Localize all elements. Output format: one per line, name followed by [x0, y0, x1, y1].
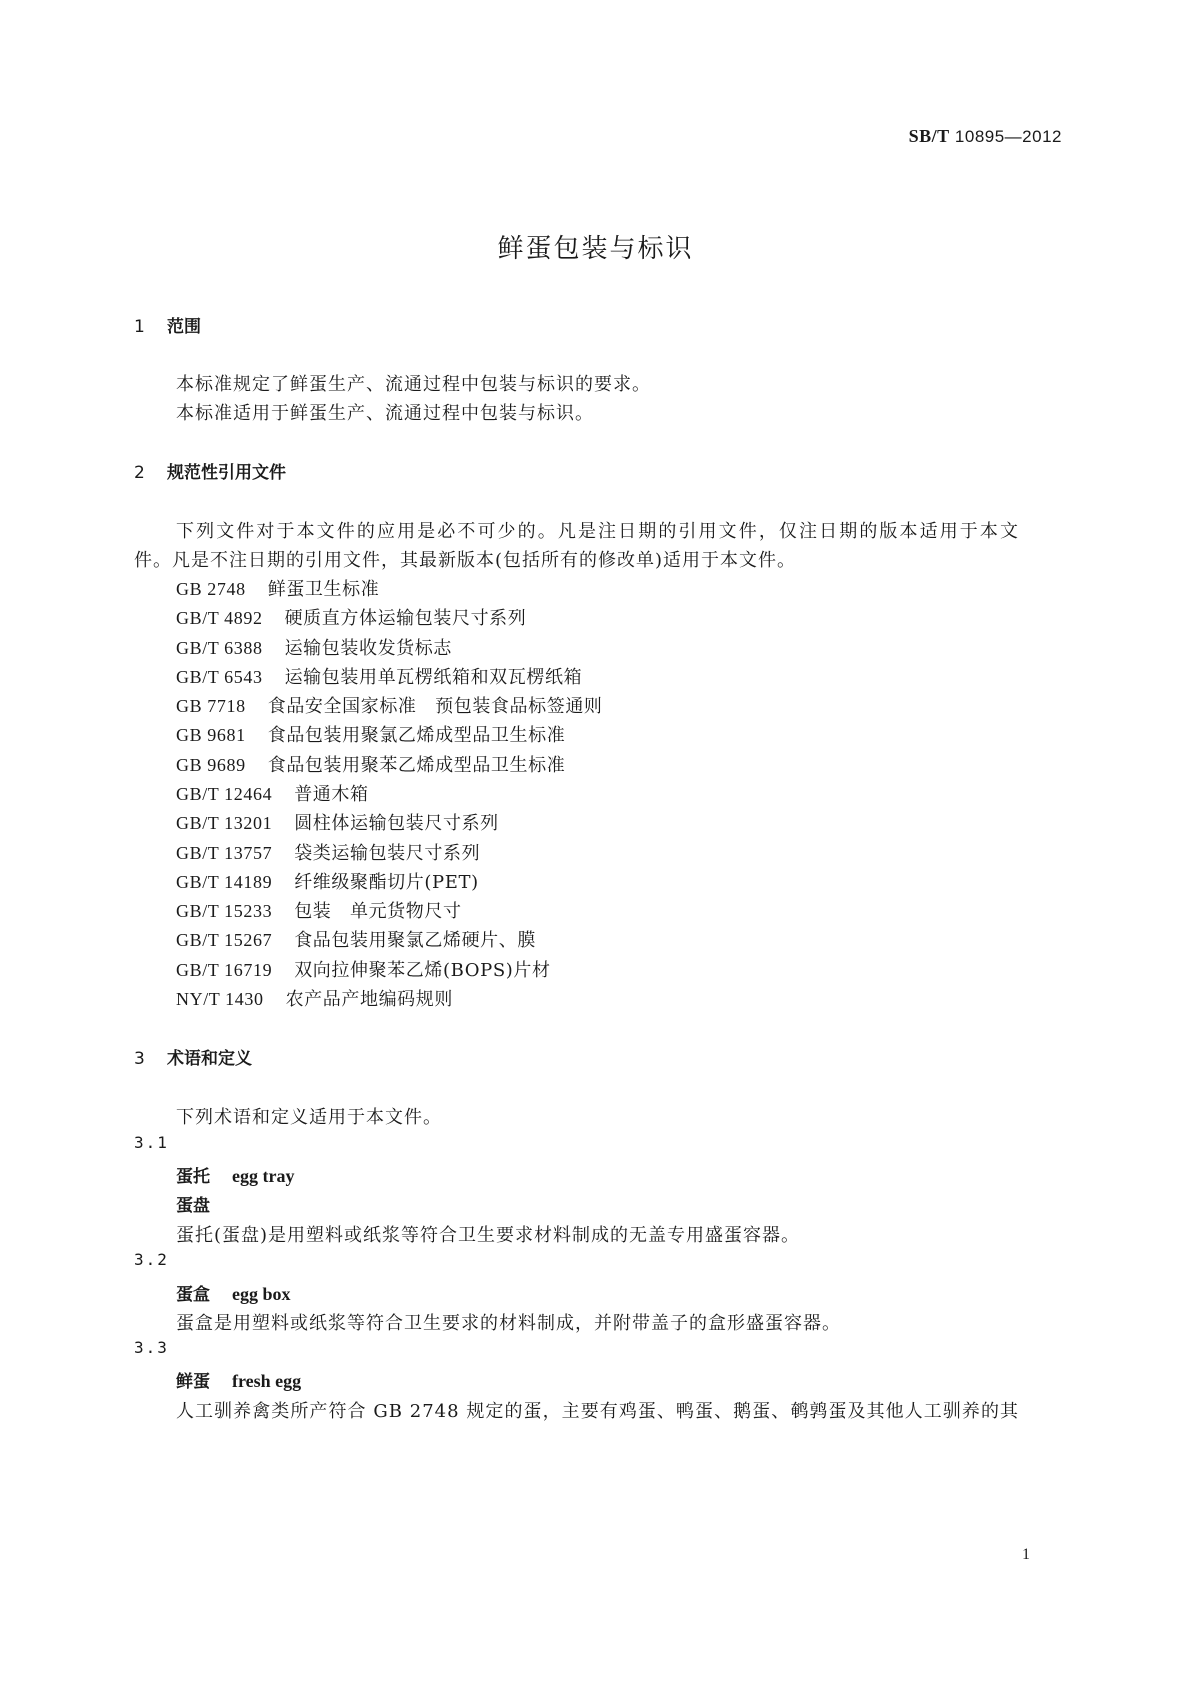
- reference-title: 食品包装用聚氯乙烯成型品卫生标准: [267, 725, 566, 746]
- section-title: 规范性引用文件: [167, 463, 286, 483]
- reference-code: GB 9689: [176, 755, 246, 775]
- reference-code: GB 9681: [176, 725, 246, 745]
- reference-title: 农产品产地编码规则: [285, 989, 453, 1010]
- term-definition: 蛋盒是用塑料或纸浆等符合卫生要求的材料制成，并附带盖子的盒形盛蛋容器。: [176, 1313, 841, 1334]
- reference-code: GB/T 16719: [176, 960, 273, 980]
- reference-code: NY/T 1430: [176, 989, 264, 1009]
- paragraph: 本标准规定了鲜蛋生产、流通过程中包装与标识的要求。: [176, 374, 651, 395]
- reference-title: 双向拉伸聚苯乙烯(BOPS)片材: [294, 960, 551, 981]
- term-definition: 蛋托(蛋盘)是用塑料或纸浆等符合卫生要求材料制成的无盖专用盛蛋容器。: [176, 1225, 801, 1246]
- standard-code-number: 10895—2012: [954, 127, 1062, 146]
- section-number: 1: [134, 317, 145, 337]
- paragraph-continuation: 件。凡是不注日期的引用文件，其最新版本(包括所有的修改单)适用于本文件。: [134, 550, 797, 571]
- reference-code: GB/T 6388: [176, 638, 263, 658]
- term-chinese: 蛋盒: [176, 1285, 210, 1305]
- reference-code: GB/T 6543: [176, 667, 263, 687]
- section-2-heading: [134, 458, 286, 483]
- reference-item: [176, 692, 603, 718]
- term-definition: 人工驯养禽类所产符合 GB 2748 规定的蛋，主要有鸡蛋、鸭蛋、鹅蛋、鹌鹑蛋及其他人工驯养的其: [176, 1401, 1019, 1422]
- reference-title: 普通木箱: [294, 784, 369, 805]
- section-title: 范围: [167, 317, 201, 337]
- reference-code: GB/T 12464: [176, 784, 273, 804]
- reference-item: [176, 809, 499, 835]
- reference-item: [176, 839, 480, 865]
- reference-item: [176, 575, 379, 601]
- reference-title: 袋类运输包装尺寸系列: [294, 843, 481, 864]
- reference-code: GB/T 14189: [176, 872, 273, 892]
- reference-title: 运输包装用单瓦楞纸箱和双瓦楞纸箱: [284, 667, 583, 688]
- term-synonym: 蛋盘: [176, 1196, 210, 1216]
- reference-title: 鲜蛋卫生标准: [267, 579, 380, 600]
- term-english: egg tray: [232, 1166, 295, 1186]
- term-chinese: 鲜蛋: [176, 1372, 210, 1392]
- term-number: 3.2: [134, 1250, 169, 1269]
- section-number: 2: [134, 463, 145, 483]
- reference-item: [176, 985, 453, 1011]
- reference-item: [176, 604, 526, 630]
- reference-title: 硬质直方体运输包装尺寸系列: [284, 608, 527, 629]
- reference-code: GB/T 15267: [176, 930, 273, 950]
- reference-item: [176, 897, 462, 923]
- term-chinese: 蛋托: [176, 1167, 210, 1187]
- section-1-heading: [134, 312, 201, 337]
- reference-title: 食品包装用聚氯乙烯硬片、膜: [294, 930, 536, 951]
- reference-code: GB/T 13201: [176, 813, 273, 833]
- reference-title: 纤维级聚酯切片(PET): [294, 872, 479, 893]
- reference-item: [176, 721, 565, 747]
- standard-code-prefix: SB/T: [908, 126, 950, 146]
- reference-item: [176, 956, 551, 982]
- section-3-heading: [134, 1044, 252, 1069]
- reference-item: [176, 868, 479, 894]
- section-number: 3: [134, 1049, 145, 1069]
- term-heading: [176, 1162, 294, 1187]
- reference-code: GB 7718: [176, 696, 246, 716]
- term-heading: [176, 1280, 291, 1305]
- page-number: 1: [1022, 1546, 1030, 1563]
- reference-code: GB/T 4892: [176, 608, 263, 628]
- reference-title: 食品包装用聚苯乙烯成型品卫生标准: [267, 755, 566, 776]
- reference-item: [176, 634, 452, 660]
- section-title: 术语和定义: [167, 1049, 252, 1069]
- reference-code: GB/T 13757: [176, 843, 273, 863]
- reference-title: 食品安全国家标准 预包装食品标签通则: [267, 696, 603, 717]
- paragraph: 下列文件对于本文件的应用是必不可少的。凡是注日期的引用文件，仅注日期的版本适用于本文: [176, 521, 1019, 542]
- standard-code: [700, 126, 1062, 147]
- term-heading: [176, 1367, 301, 1392]
- reference-code: GB/T 15233: [176, 901, 273, 921]
- reference-item: [176, 663, 582, 689]
- term-number: 3.1: [134, 1133, 169, 1152]
- reference-item: [176, 780, 369, 806]
- reference-item: [176, 926, 536, 952]
- reference-title: 圆柱体运输包装尺寸系列: [294, 813, 499, 834]
- term-english: fresh egg: [232, 1371, 302, 1391]
- reference-code: GB 2748: [176, 579, 246, 599]
- reference-item: [176, 751, 565, 777]
- reference-title: 运输包装收发货标志: [284, 638, 452, 659]
- term-number: 3.3: [134, 1338, 169, 1357]
- paragraph: 本标准适用于鲜蛋生产、流通过程中包装与标识。: [176, 403, 594, 424]
- paragraph: 下列术语和定义适用于本文件。: [176, 1107, 442, 1128]
- term-english: egg box: [232, 1284, 291, 1304]
- document-title: 鲜蛋包装与标识: [497, 234, 694, 264]
- reference-title: 包装 单元货物尺寸: [294, 901, 462, 922]
